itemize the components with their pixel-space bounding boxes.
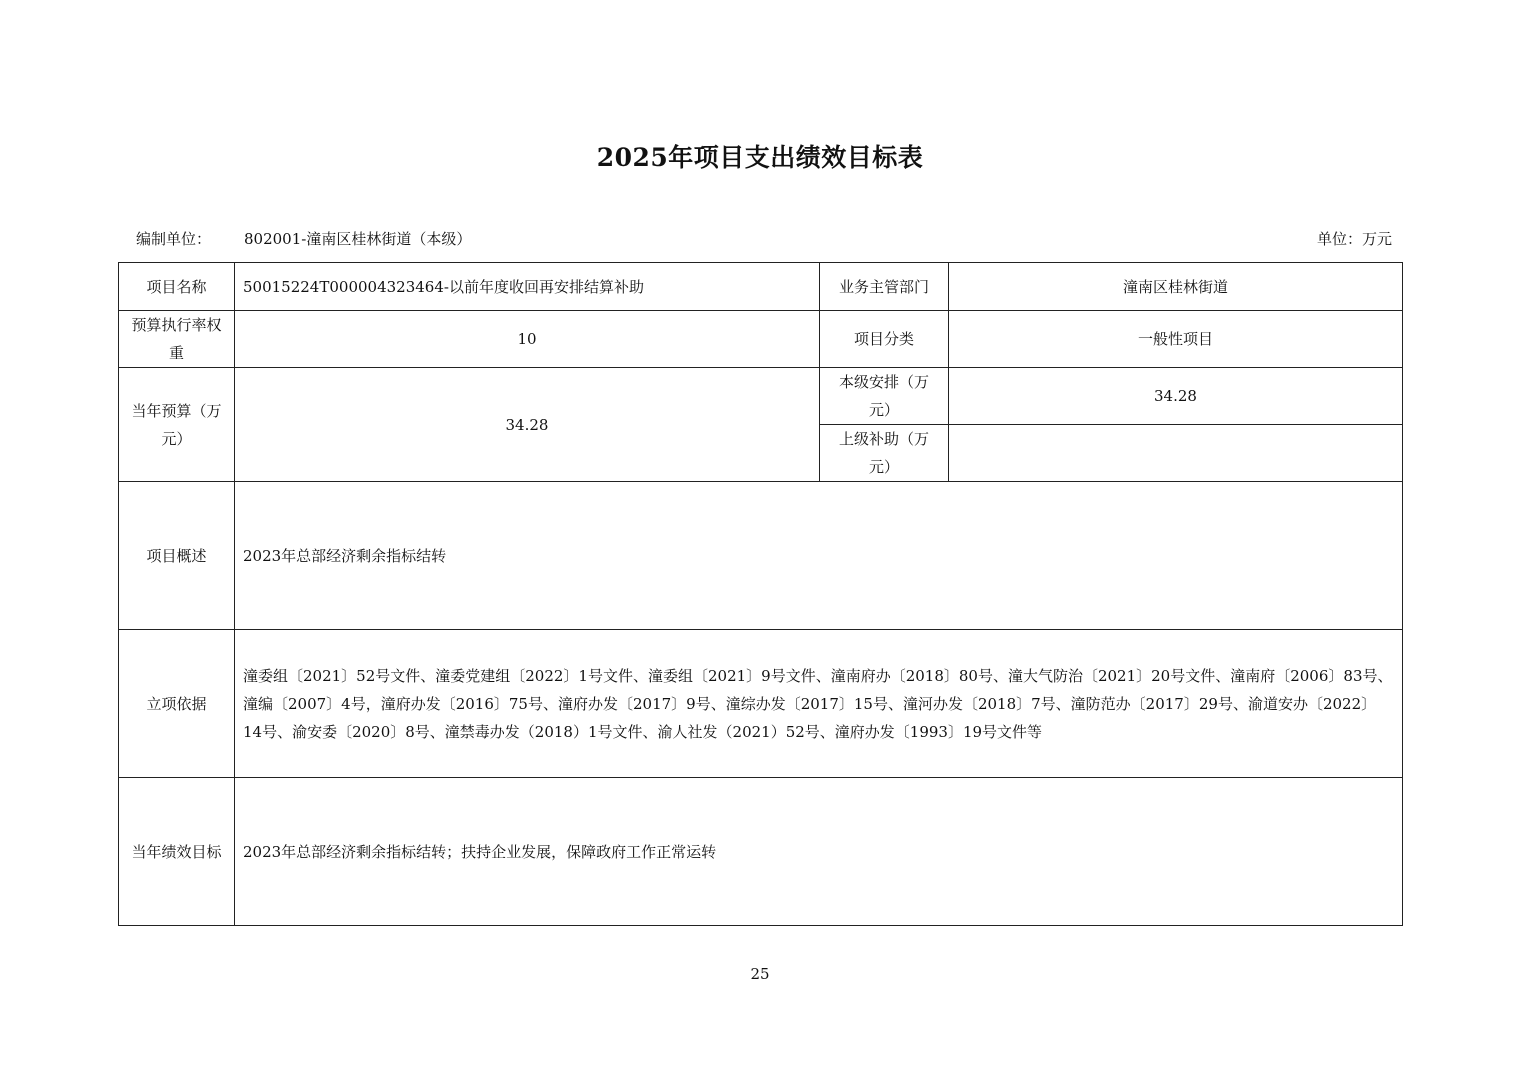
- basis-label: 立项依据: [119, 630, 235, 778]
- own-arrangement-label: 本级安排（万元）: [820, 368, 949, 425]
- table-row: [119, 482, 1403, 630]
- category-value: 一般性项目: [949, 311, 1403, 368]
- budget-label: 当年预算（万元）: [119, 368, 235, 482]
- overview-label: 项目概述: [119, 482, 235, 630]
- subsidy-label: 上级补助（万元）: [820, 425, 949, 482]
- project-name-label: 项目名称: [119, 263, 235, 311]
- table-row: [119, 311, 1403, 368]
- table-row: [119, 368, 1403, 425]
- target-label: 当年绩效目标: [119, 778, 235, 926]
- dept-label: 业务主管部门: [820, 263, 949, 311]
- table-row: [119, 630, 1403, 778]
- project-name-value: 50015224T000004323464-以前年度收回再安排结算补助: [235, 263, 820, 311]
- overview-value: 2023年总部经济剩余指标结转: [235, 482, 1403, 630]
- table-row: [119, 263, 1403, 311]
- table-row: [119, 778, 1403, 926]
- compiler-value: 802001-潼南区桂林街道（本级）: [244, 230, 472, 248]
- own-arrangement-value: 34.28: [949, 368, 1403, 425]
- page-title: 2025年项目支出绩效目标表: [596, 143, 924, 172]
- target-value: 2023年总部经济剩余指标结转；扶持企业发展，保障政府工作正常运转: [235, 778, 1403, 926]
- compiler-label: 编制单位：: [136, 230, 212, 248]
- performance-target-table: [118, 262, 1403, 926]
- subsidy-value: [949, 425, 1403, 482]
- dept-value: 潼南区桂林街道: [949, 263, 1403, 311]
- category-label: 项目分类: [820, 311, 949, 368]
- currency-unit: 单位：万元: [1316, 230, 1392, 248]
- exec-weight-label: 预算执行率权重: [119, 311, 235, 368]
- basis-value: 潼委组〔2021〕52号文件、潼委党建组〔2022〕1号文件、潼委组〔2021〕9号文件、潼南府办〔2018〕80号、潼大气防治〔2021〕20号文件、潼南府〔2006〕83号、潼编〔2007〕4号，潼府办发〔2016〕75号、潼府办发〔2017〕9号、潼综办发〔2017〕15号、潼河办发〔2018〕7号、潼防范办〔2017〕29号、渝道安办〔2022〕14号、渝安委〔2020〕8号、潼禁毒办发（2018）1号文件、渝人社发（2021）52号、潼府办发〔1993〕19号文件等: [235, 630, 1403, 778]
- exec-weight-value: 10: [235, 311, 820, 368]
- budget-value: 34.28: [235, 368, 820, 482]
- page-number: 25: [750, 965, 770, 983]
